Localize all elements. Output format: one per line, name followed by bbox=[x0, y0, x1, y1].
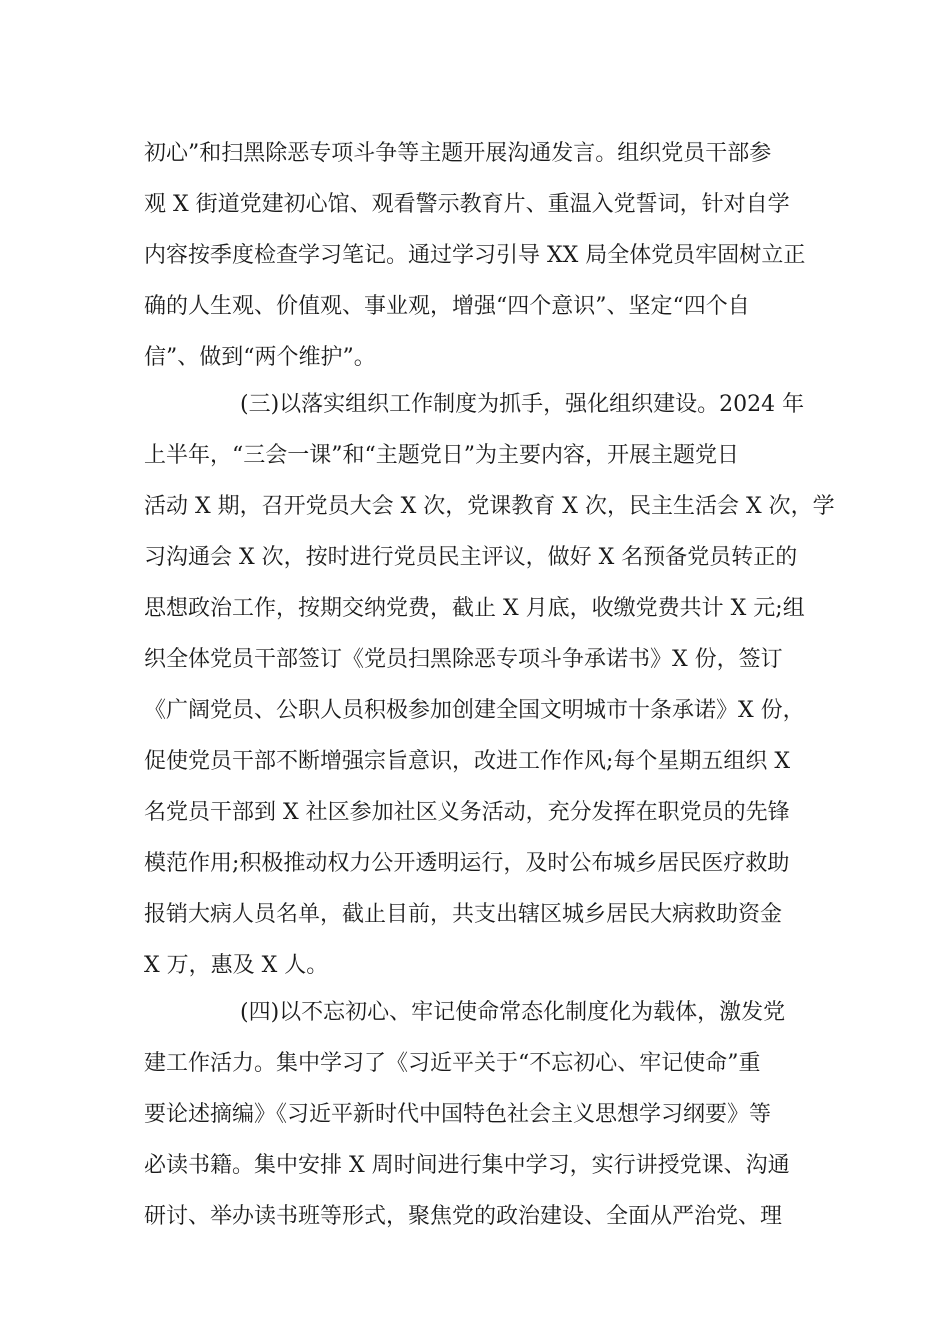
paragraph-2-line: 《广阔党员、公职人员积极参加创建全国文明城市十条承诺》X 份， bbox=[144, 698, 805, 723]
paragraph-2-line: 思想政治工作，按期交纳党费，截止 X 月底，收缴党费共计 X 元;组 bbox=[144, 596, 805, 621]
paragraph-2-line: 上半年，“三会一课”和“主题党日”为主要内容，开展主题党日 bbox=[144, 443, 739, 468]
paragraph-2-line: 习沟通会 X 次，按时进行党员民主评议，做好 X 名预备党员转正的 bbox=[144, 545, 798, 570]
paragraph-2-line: 模范作用;积极推动权力公开透明运行，及时公布城乡居民医疗救助 bbox=[144, 851, 790, 876]
paragraph-3-line: 要论述摘编》《习近平新时代中国特色社会主义思想学习纲要》等 bbox=[144, 1102, 772, 1127]
paragraph-2-heading-line: (三)以落实组织工作制度为抓手，强化组织建设。2024 年 bbox=[240, 392, 805, 417]
paragraph-1-line: 观 X 街道党建初心馆、观看警示教育片、重温入党誓词，针对自学 bbox=[144, 192, 790, 217]
paragraph-2-line: 织全体党员干部签订《党员扫黑除恶专项斗争承诺书》X 份，签订 bbox=[144, 647, 783, 672]
paragraph-1 bbox=[144, 128, 844, 383]
paragraph-1-line: 信”、做到“两个维护”。 bbox=[144, 345, 376, 370]
paragraph-2 bbox=[144, 379, 844, 991]
paragraph-2-line: X 万，惠及 X 人。 bbox=[144, 953, 329, 978]
paragraph-3-line: 必读书籍。集中安排 X 周时间进行集中学习，实行讲授党课、沟通 bbox=[144, 1153, 790, 1178]
paragraph-2-line: 促使党员干部不断增强宗旨意识，改进工作作风;每个星期五组织 X bbox=[144, 749, 791, 774]
paragraph-3 bbox=[144, 987, 844, 1242]
paragraph-3-heading-line: (四)以不忘初心、牢记使命常态化制度化为载体，激发党 bbox=[240, 1000, 786, 1025]
paragraph-2-line: 名党员干部到 X 社区参加社区义务活动，充分发挥在职党员的先锋 bbox=[144, 800, 790, 825]
paragraph-1-line: 确的人生观、价值观、事业观，增强“四个意识”、坚定“四个自 bbox=[144, 294, 750, 319]
paragraph-3-line: 研讨、举办读书班等形式，聚焦党的政治建设、全面从严治党、理 bbox=[144, 1204, 783, 1229]
paragraph-3-line: 建工作活力。集中学习了《习近平关于“不忘初心、牢记使命”重 bbox=[144, 1051, 761, 1076]
paragraph-2-line: 活动 X 期，召开党员大会 X 次，党课教育 X 次，民主生活会 X 次，学 bbox=[144, 494, 835, 519]
paragraph-1-line: 初心”和扫黑除恶专项斗争等主题开展沟通发言。组织党员干部参 bbox=[144, 141, 772, 166]
paragraph-2-line: 报销大病人员名单，截止目前，共支出辖区城乡居民大病救助资金 bbox=[144, 902, 783, 927]
paragraph-1-line: 内容按季度检查学习笔记。通过学习引导 XX 局全体党员牢固树立正 bbox=[144, 243, 806, 268]
